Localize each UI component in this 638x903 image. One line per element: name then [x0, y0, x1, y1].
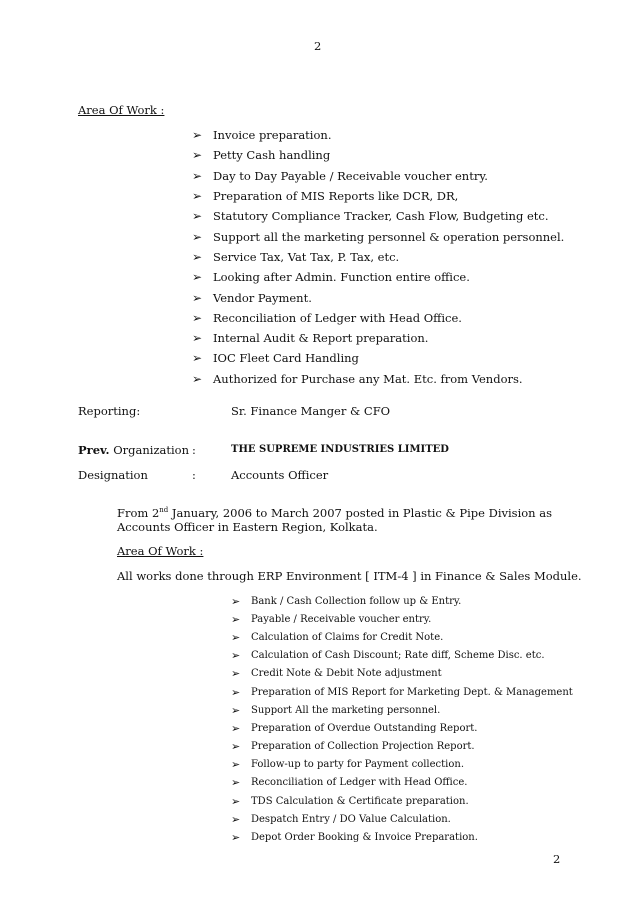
- list-item: ➢ Support all the marketing personnel & operation personnel.: [192, 229, 565, 244]
- list-item: ➢ Calculation of Claims for Credit Note.: [231, 630, 444, 644]
- prev-org-label: Prev. Organization: [78, 443, 189, 457]
- list-item: ➢ Petty Cash handling: [192, 148, 331, 163]
- arrow-bullet-icon: ➢: [192, 310, 203, 325]
- list-item: ➢ Preparation of MIS Report for Marketing Dept. & Management: [231, 685, 573, 699]
- list-item: ➢ Reconciliation of Ledger with Head Office.: [231, 776, 468, 790]
- arrow-bullet-icon: ➢: [231, 758, 241, 772]
- arrow-bullet-icon: ➢: [231, 667, 241, 681]
- list-item: ➢ Depot Order Booking & Invoice Preparation.: [231, 831, 478, 845]
- list-item: ➢ Calculation of Cash Discount; Rate diff, Scheme Disc. etc.: [231, 649, 545, 663]
- arrow-bullet-icon: ➢: [231, 812, 241, 826]
- list-item: ➢ Payable / Receivable voucher entry.: [231, 612, 432, 626]
- list-item: ➢ Preparation of MIS Reports like DCR, DR,: [192, 189, 459, 204]
- arrow-bullet-icon: ➢: [231, 703, 241, 717]
- list-item: ➢ Authorized for Purchase any Mat. Etc. from Vendors.: [192, 371, 523, 386]
- arrow-bullet-icon: ➢: [231, 685, 241, 699]
- arrow-bullet-icon: ➢: [192, 270, 203, 285]
- list-item: ➢ Vendor Payment.: [192, 290, 312, 305]
- arrow-bullet-icon: ➢: [192, 290, 203, 305]
- prev-org-colon: :: [192, 443, 196, 457]
- reporting-label: Reporting:: [78, 404, 141, 418]
- arrow-bullet-icon: ➢: [231, 740, 241, 754]
- erp-description: All works done through ERP Environment [ ITM-4 ] in Finance & Sales Module.: [117, 569, 582, 583]
- designation-colon: :: [192, 468, 196, 482]
- tenure-line-2: Accounts Officer in Eastern Region, Kolkata.: [117, 520, 378, 534]
- tenure-line-1: From 2nd January, 2006 to March 2007 posted in Plastic & Pipe Division as: [117, 506, 552, 520]
- list-item: ➢ Service Tax, Vat Tax, P. Tax, etc.: [192, 249, 400, 264]
- arrow-bullet-icon: ➢: [231, 721, 241, 735]
- area-of-work-list-2: [231, 592, 573, 847]
- arrow-bullet-icon: ➢: [192, 371, 203, 386]
- list-item: ➢ Preparation of Overdue Outstanding Report.: [231, 721, 478, 735]
- arrow-bullet-icon: ➢: [192, 229, 203, 244]
- list-item: ➢ Looking after Admin. Function entire office.: [192, 270, 470, 285]
- arrow-bullet-icon: ➢: [192, 148, 203, 163]
- list-item: ➢ Internal Audit & Report preparation.: [192, 331, 429, 346]
- arrow-bullet-icon: ➢: [192, 331, 203, 346]
- arrow-bullet-icon: ➢: [192, 128, 203, 143]
- designation-value: Accounts Officer: [231, 468, 329, 482]
- list-item: ➢ Invoice preparation.: [192, 128, 332, 143]
- arrow-bullet-icon: ➢: [231, 612, 241, 626]
- list-item: ➢ Bank / Cash Collection follow up & Entry.: [231, 594, 462, 608]
- arrow-bullet-icon: ➢: [231, 776, 241, 790]
- arrow-bullet-icon: ➢: [192, 249, 203, 264]
- reporting-value: Sr. Finance Manger & CFO: [231, 404, 391, 418]
- arrow-bullet-icon: ➢: [192, 189, 203, 204]
- prev-org-value: THE SUPREME INDUSTRIES LIMITED: [231, 444, 449, 455]
- arrow-bullet-icon: ➢: [192, 209, 203, 224]
- list-item: ➢ Support All the marketing personnel.: [231, 703, 441, 717]
- arrow-bullet-icon: ➢: [231, 630, 241, 644]
- list-item: ➢ Despatch Entry / DO Value Calculation.: [231, 812, 451, 826]
- list-item: ➢ Day to Day Payable / Receivable voucher entry.: [192, 168, 488, 183]
- designation-label: Designation: [78, 468, 148, 482]
- arrow-bullet-icon: ➢: [231, 831, 241, 845]
- list-item: ➢ Statutory Compliance Tracker, Cash Flow, Budgeting etc.: [192, 209, 549, 224]
- arrow-bullet-icon: ➢: [231, 794, 241, 808]
- footer-page-number: 2: [553, 852, 561, 866]
- arrow-bullet-icon: ➢: [231, 594, 241, 608]
- area-of-work-heading-2: Area Of Work :: [117, 544, 204, 558]
- header-page-number: 2: [314, 39, 322, 53]
- list-item: ➢ Credit Note & Debit Note adjustment: [231, 667, 442, 681]
- area-of-work-list: [192, 125, 564, 389]
- area-of-work-heading: Area Of Work :: [78, 103, 165, 117]
- list-item: ➢ Follow-up to party for Payment collection.: [231, 758, 464, 772]
- list-item: ➢ Preparation of Collection Projection Report.: [231, 740, 475, 754]
- arrow-bullet-icon: ➢: [192, 351, 203, 366]
- list-item: ➢ Reconciliation of Ledger with Head Office.: [192, 310, 462, 325]
- list-item: ➢ IOC Fleet Card Handling: [192, 351, 359, 366]
- arrow-bullet-icon: ➢: [231, 649, 241, 663]
- arrow-bullet-icon: ➢: [192, 168, 203, 183]
- list-item: ➢ TDS Calculation & Certificate preparation.: [231, 794, 469, 808]
